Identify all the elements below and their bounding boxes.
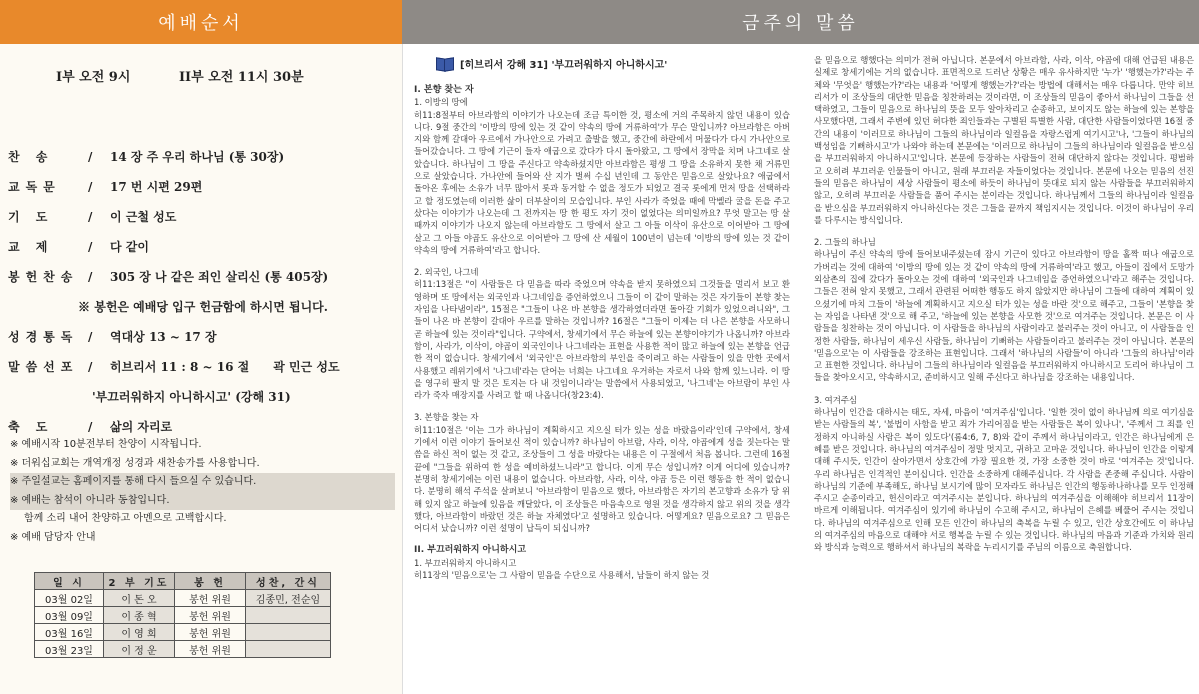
sermon-paragraph: 히11장의 '믿음으로'는 그 사람이 믿음을 수단으로 사용해서, 남들이 하지 않는 것 <box>414 569 710 580</box>
paragraph-gap <box>414 534 790 544</box>
order-benediction: 축 도 / 삶의 자리로 <box>8 420 173 434</box>
sermon-paragraph: 3. 여겨주심 <box>814 394 858 405</box>
section-heading: I. 본향 찾는 자 <box>414 85 474 95</box>
order-reading: 교독문 / 17 번 시편 29편 <box>8 180 203 194</box>
table-cell: 이 종 혁 <box>104 607 175 624</box>
order-hymn: 찬 송 / 14 장 주 우리 하나님 (통 30장) <box>8 150 285 164</box>
order-label: 교 제 <box>8 240 54 254</box>
service-times <box>56 66 348 85</box>
table-cell: 이 영 희 <box>104 624 175 641</box>
sermon-paragraph: 2. 외국인, 나그네 <box>414 267 479 278</box>
duty-table <box>34 572 331 658</box>
notice-item: ※ 예배 담당자 안내 <box>10 531 96 543</box>
sermon-header: 금주의 말씀 <box>402 0 1199 44</box>
table-cell: 봉헌 위원 <box>175 641 246 658</box>
table-cell: 봉헌 위원 <box>175 590 246 607</box>
order-value: 다 같이 <box>110 240 149 254</box>
notice-item: ※ 주일설교는 홈페이지를 통해 다시 들으실 수 있습니다. <box>10 473 395 492</box>
section-heading: II. 부끄러워하지 아니하시고 <box>414 545 527 556</box>
worship-order-header: 예배순서 <box>0 0 402 44</box>
table-cell <box>246 641 331 658</box>
sermon-paragraph: 3. 본향을 찾는 자 <box>414 412 479 423</box>
offering-notice: ※ 봉헌은 예배당 입구 헌금함에 하시면 됩니다. <box>78 300 328 314</box>
sermon-series-title <box>436 56 667 71</box>
second-service: II부 오전 11시 30분 <box>178 70 304 85</box>
order-label: 봉헌찬송 <box>8 270 79 284</box>
sermon-series-title-text: [히브리서 강해 31] '부끄러워하지 아니하시고' <box>460 60 668 71</box>
paragraph-gap <box>814 226 1194 236</box>
notices <box>10 436 395 547</box>
order-offering: 봉헌찬송 / 305 장 나 같은 죄인 살리신 (통 405장) <box>8 270 329 284</box>
table-row <box>35 624 331 641</box>
notice-item: ※ 예배는 참석이 아니라 동참입니다. <box>10 492 395 511</box>
table-cell: 이 돈 오 <box>104 590 175 607</box>
order-label: 교독문 <box>8 180 61 194</box>
sermon-paragraph: 을 믿음으로 행했다는 의미가 전혀 아닙니다. 본문에서 아브라함, 사라, 이삭, 야곱에 대해 언급된 내용은 실제로 창세기에는 거의 없습니다. 표면적으로 드러난 상황은 매우 유사하지만 '누가' '행했는가?'라는 주체와 '무엇을' 행했는가?'라는 내용과 '어떻게 행했는가?'라는 방법에 대해서는 매우 다릅니다. 만약 히브리서가 이 조상들의 대단한 믿음을 칭찬하려는 것이라면, 이 조상들의 믿음이 좋아서 하나님이 그들을 선택하였고, 그들이 믿음으로 하나님의 뜻을 모두 알아차리고 순종하고, 보이지도 않는 하늘에 있는 본향을 사모했다면, 그래서 주변에 있던 허다한 죄인들과는 구별된 특별한 사람, 대단한 사람들이었다면 16절 중간의 내용이 '이러므로 하나님이 그들의 하나님이라 일컬음을 자랑스럽게 여기시고'나, '그들이 하나님의 백성임을 기뻐하시고'가 나와야 하는데 본문에는 '이러므로 하나님이 그들의 하나님이라 일컬음을 받으심을 부끄러워하지 아니하시고'입니다. 본문에 등장하는 사람들이 전혀 대단하지 않다는 것입니다. 평범하고 오히려 부끄러운 인물들이 아니고, 원래 부끄러운 자들이었다는 것입니다. 본문에 나오는 믿음의 선진들의 믿음은 하나님이 세상 사람들이 평소에 하듯이 하나님이 뜻대로 되지 않는 사람들을 부끄러워하지 않고, 오히려 부끄러운 사람들을 품어 주시는 분이라는 것입니다. 하나님께서 그들의 하나님이라 일컬음을 받으심을 부끄러워하지 아니하신다는 것은 그들을 끝까지 책임지시는 것입니다. 이것이 하나님이 우리를 다루시는 방식입니다. <box>814 55 1194 225</box>
order-confession: 교 제 / 다 같이 <box>8 240 149 254</box>
sermon-paragraph: 히11:13절은 "이 사람들은 다 믿음을 따라 죽었으며 약속을 받지 못하였으되 그것들을 멀리서 보고 환영하며 또 땅에서는 외국인과 나그네임을 증언하였으니 그들이 이 같이 말하는 것은 자기들이 본향 찾는 자임을 나타냄이라", 15절은 "그들이 나온 바 본향을 생각하였더라면 돌아갈 기회가 있었으려니와", 그들이 나온 바 본향이 갈대아 우르를 말하는 것입니까? 16절은 "그들이 이제는 더 나은 본향을 사모하니 곧 하늘에 있는 것이라"입니다. 구약에서, 창세기에서 무슨 하늘에 있는 본향이야기가 나옵니까? 아브라함이, 사라가, 이삭이, 야곱이 외국인이나 나그네라는 표현을 사용한 적이 많고 하늘에 있는 본향을 언급한 적이 없습니다. 창세기에서 '외국인'은 아브라함의 부인을 죽이려고 하는 사람들이 있을 만한 곳에서 사용했고 레위기에서 '나그네'라는 단어는 너희는 나그네요 우거하는 자로서 나와 함께 있느니라. 이 땅을 영구히 팔지 말 것은 토지는 다 내 것임이니라'는 말씀에서 사용되었고, '나그네'는 아브람이 부인 사라가 죽자 매장지를 사려고 할 때 나옵니다(창23:4). <box>414 279 790 401</box>
sermon-column-2 <box>814 54 1194 554</box>
column-header: 일 시 <box>35 573 104 590</box>
bible-book-icon <box>436 58 454 70</box>
notice-item: 함께 소리 내어 찬양하고 아멘으로 고백합시다. <box>24 513 227 524</box>
order-label: 기 도 <box>8 210 54 224</box>
order-label: 축 도 <box>8 420 54 434</box>
table-cell: 봉헌 위원 <box>175 624 246 641</box>
order-value: 14 장 주 우리 하나님 (통 30장) <box>110 150 285 164</box>
table-cell: 03월 02일 <box>35 590 104 607</box>
paragraph-gap <box>814 384 1194 394</box>
order-value: 삶의 자리로 <box>110 420 173 434</box>
table-cell: 03월 09일 <box>35 607 104 624</box>
table-cell: 봉헌 위원 <box>175 607 246 624</box>
notice-item: ※ 예배시작 10분전부터 찬양이 시작됩니다. <box>10 439 202 450</box>
sermon-paragraph: 1. 이방의 땅에 <box>414 97 468 108</box>
order-label: 말씀선포 <box>8 360 79 374</box>
sermon-title-line: '부끄러워하지 아니하시고' (강해 31) <box>92 390 291 404</box>
paragraph-gap <box>414 256 790 266</box>
table-cell: 김종민, 전순임 <box>246 590 331 607</box>
sermon-paragraph: 히11:10절은 '이는 그가 하나님이 계획하시고 지으실 터가 있는 성을 바랐음이라'인데 구약에서, 창세기에서 이런 이야기 들어보신 적이 있습니까? 하나님이 아브람, 사라, 이삭, 야곱에게 성을 짓는다는 말씀을 하신 적이 없는 것 같고, 조상들이 그 성을 바랐다는 내용은 이 구절에서 처음 봅니다. 그런데 16절 끝에 "그들을 위하여 한 성을 예비하셨느니라"고 합니다. 이게 무슨 성입니까? 이게 어디에 있습니까? 분명히 창세기에는 이런 내용이 없습니다. 아브라함, 사라, 이삭, 야곱 등은 이런 행동을 한 적이 없습니다. 분명히 해석 주석을 살펴보니 '아브라함이 믿음으로 했다, 아브라함은 자기의 본고향과 소유가 당 위해 있지 않고 하늘에 있음을 깨달았다, 이 조상들은 마음속으로 영원 것을 생각하지 않고 위의 것을 생각했다, 아브라함이 바랐던 것은 하늘 자체였다'고 설명하고 있습니다. 어떻게요? 믿음으로요? 그 믿음은 어디서 났습니까? 이런 설명이 납득이 되십니까? <box>414 424 790 534</box>
sermon-paragraph: 하나님이 인간을 대하시는 태도, 자세, 마음이 '여겨주심'입니다. '일한 것이 없이 하나님께 의로 여기심을 받는 사람들의 복', '불법이 사함을 받고 죄가 가리어짐을 받는 사람들은 복이 있나니', '주께서 그 죄를 인정하지 아니하실 사람은 복이 있도다'(롬4:6, 7, 8)와 같이 주께서 하나님이라고, 인간은 하나님에게 은혜를 받은 것입니다. 하나님의 여겨주심이 정말 멋지고, 귀하고 고마운 것입니다. 하나님이 인간을 이렇게 대해 주시듯, 인간이 살아가면서 상호간에 가장 필요한 것, 가장 소중한 것이 바로 '여겨주는 것'입니다. 우리 하나님은 인격적인 분이십니다. 인간을 소중하게 대해주십니다. 각 사람을 존중해 주십니다. 사람이 하나님의 기준에 부족해도, 하나님 보시기에 많이 모자라도 하나님은 인간의 행동하나하나를 모두 인정해주시고 순종이라고, 헌신이라고 여겨주시는 분입니다. 하나님의 여겨주심을 이해해야 히브리서 11장이 바르게 이해됩니다. 여겨주심이 있기에 하나님이 수고해 주시고, 하나님이 은혜를 베풀어 주시는 것입니다. 하나님의 여겨주심으로 인해 모든 인간이 하나님의 축복을 누릴 수 있고, 인간 상호간에도 이 하나님의 여겨주심의 마음으로 대해야 서로 행복을 누릴 수 있는 것입니다. 하나님의 마음과 기준과 가치와 원리와 방식과 능력으로 행하셔서 하나님의 복락을 누리시기를 주님의 이름으로 축원합니다. <box>814 407 1194 553</box>
column-header: 2 부 기도 <box>104 573 175 590</box>
table-cell: 03월 16일 <box>35 624 104 641</box>
column-header: 성찬, 간식 <box>246 573 331 590</box>
order-value: 17 번 시편 29편 <box>110 180 203 194</box>
table-cell <box>246 624 331 641</box>
table-row <box>35 607 331 624</box>
column-header: 봉 헌 <box>175 573 246 590</box>
worship-order-panel <box>0 44 402 694</box>
sermon-column-1 <box>414 84 790 581</box>
sermon-paragraph: 히11:8절부터 아브라함의 이야기가 나오는데 조금 특이한 것, 평소에 거의 주목하지 않던 내용이 있습니다. 9절 중간의 '이방의 땅에 있는 것 같이 약속의 땅에 거류하여'가 무슨 말입니까? 아브라함은 아버지와 함께 갈대아 우르에서 가나안으로 가려고 출발을 했고, 중간에 하란에서 머물다가 다시 가나안으로 들어갔습니다. 그 땅에 기근이 들자 애굽으로 갔다가 다시 돌아왔고, 그 땅에서 장막을 치며 나그네로 살았습니다. 하나님이 그 땅을 주신다고 약속하셨지만 아브라함은 평생 그 땅을 소유하지 못한 채 거류민으로 살았습니다. 가나안에 들어와 산 지가 벌써 수십 년인데 그 동안은 믿음으로 살았나요? 애굽에서 돌아온 후에는 소유가 너무 많아서 롯과 동거할 수 없을 정도가 되었고 결국 롯에게 먼저 땅을 선택하라고 할 정도였는데 이러한 삶이 더부살이의 모습입니다. 부인 사라가 죽었을 때에 막벨라 굴을 돈을 주고 샀다는 이야기가 나오는데 그 전까지는 땅 한 평도 자기 것이 없었다는 의미일까요? 무엇 말고는 땅 살 때까지 이야기가 나오지 않는데 아브라함도 그 땅에서 살고 그 아들 이삭이 유산으로 이어받아 그 땅에 살고 그 아들 야곱도 유산으로 이어받아 그 땅에 산 세월이 100년이 넘는데 '이방의 땅에 있는 것 같이 약속의 땅에 거류하여'라고 합니다. <box>414 109 790 255</box>
sermon-paragraph: 하나님이 주신 약속의 땅에 들어보내주셨는데 잠시 기근이 있다고 아브라함이 땅을 홀짝 떠나 애굽으로 가버리는 것에 대하여 '이방의 땅에 있는 것 같이 약속의 땅에 거류하여'라고 했고, 아들이 집에서 도망가 외삼촌의 집에 갔다가 돌아오는 것에 대하여 '외국인과 나그네임을 증언하였으니'라고 해주는 것입니다. 그들은 전혀 알지 못했고, 그래서 관련된 어떠한 행동도 하지 않았지만 하나님이 그들에 대하여 계획이 있으셨기에 마치 그들이 '하늘에 계획하시고 지으실 터가 있는 성을 바란 것'으로 해주고, 그들이 '본향을 찾는 자임을 나타낸 것'으로 해 주고, '하늘에 있는 본향을 사모한 것'으로 여겨주는 것입니다. 본문은 이 사람들을 칭찬하는 것이 아닙니다. 이 사람들을 하나님의 사람이라고 불러주는 것이 아니고, 이 사람들을 인정한 사람들, 하나님이 세우신 사람들, 하나님이 기뻐하는 사람들이라고 불러주는 것이 아닙니다. 본문의 '믿음으로'는 이 사람들을 강조하는 표현입니다. 그래서 '하나님의 사람들'이 아니라 '그들의 하나님'이라고 표현한 것입니다. 하나님이 그들의 하나님이라 일컬음을 부끄러워하지 아니하시고 도리어 하나님이 그들을 찾아오시고, 약속하시고, 준비하시고 일해 주신다고 하나님을 강조하는 내용입니다. <box>814 249 1194 383</box>
paragraph-gap <box>414 401 790 411</box>
notice-item: ※ 더워십교회는 개역개정 성경과 새찬송가를 사용합니다. <box>10 457 260 469</box>
order-prayer: 기 도 / 이 근철 성도 <box>8 210 177 224</box>
order-value: 역대상 13 ~ 17 장 <box>110 330 217 344</box>
order-label: 찬 송 <box>8 150 54 164</box>
order-label: 성경통독 <box>8 330 79 344</box>
table-cell: 이 정 운 <box>104 641 175 658</box>
order-scripture: 성경통독 / 역대상 13 ~ 17 장 <box>8 330 217 344</box>
order-value: 305 장 나 같은 죄인 살리신 (통 405장) <box>110 270 329 284</box>
sermon-paragraph: 1. 부끄러워하지 아니하시고 <box>414 557 517 568</box>
table-row <box>35 641 331 658</box>
column-divider <box>402 44 403 694</box>
preacher-name: 곽 민근 성도 <box>273 360 340 374</box>
table-cell: 03월 23일 <box>35 641 104 658</box>
table-cell <box>246 607 331 624</box>
first-service: I부 오전 9시 <box>56 70 131 85</box>
order-sermon: 말씀선포 / 히브리서 11 : 8 ~ 16 절 곽 민근 성도 <box>8 360 340 374</box>
table-row <box>35 590 331 607</box>
order-value: 이 근철 성도 <box>110 210 177 224</box>
sermon-paragraph: 2. 그들의 하나님 <box>814 237 876 248</box>
order-value: 히브리서 11 : 8 ~ 16 절 <box>110 360 250 374</box>
table-header-row <box>35 573 331 590</box>
